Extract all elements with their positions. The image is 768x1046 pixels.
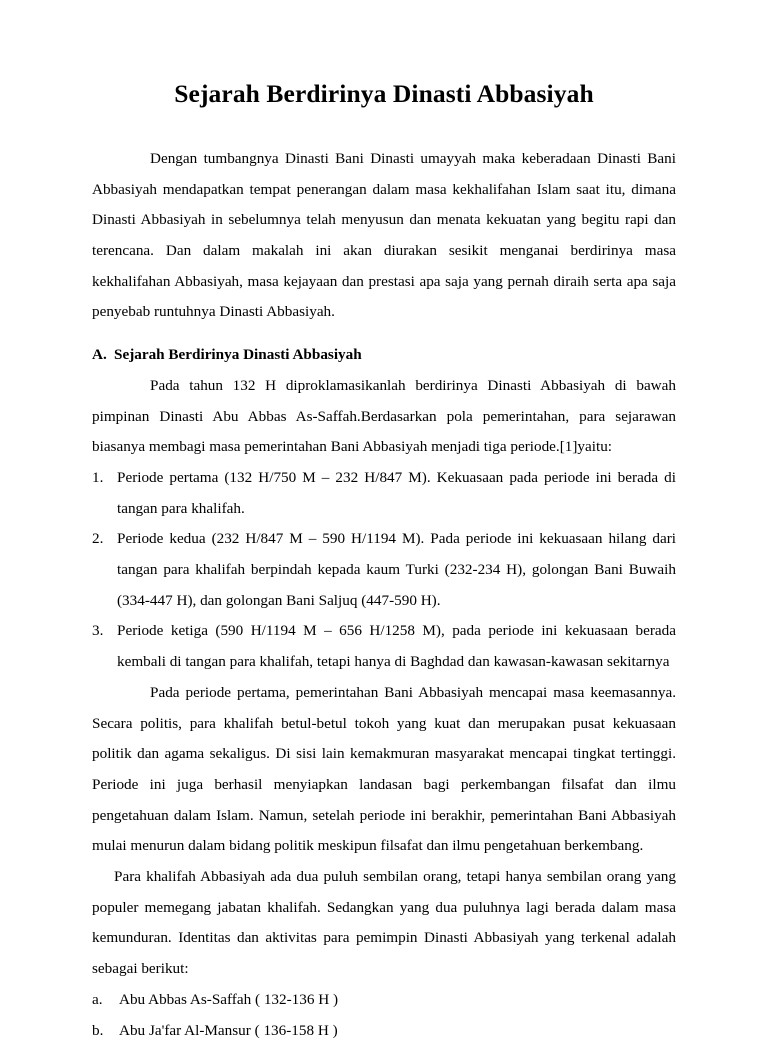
list-marker: 3. bbox=[92, 622, 104, 640]
list-item bbox=[92, 463, 676, 524]
list-item bbox=[92, 985, 676, 1016]
caliphs-list bbox=[92, 985, 676, 1046]
section-a-paragraph: Pada tahun 132 H diproklamasikanlah berdirinya Dinasti Abbasiyah di bawah pimpinan Dinasti Abu Abbas As-Saffah.Berdasarkan pola pemerintahan, para sejarawan biasanya membagi masa pemerintahan Bani Abbasiyah menjadi tiga periode.[1]yaitu: bbox=[92, 376, 676, 456]
list-item bbox=[92, 616, 676, 677]
list-item-text: Periode kedua (232 H/847 M – 590 H/1194 M). Pada periode ini kekuasaan hilang dari tangan para khalifah berpindah kepada kaum Turki (232-234 H), golongan Bani Buwaih (334-447 H), dan golongan Bani Saljuq (447-590 H). bbox=[117, 530, 676, 609]
intro-paragraph: Dengan tumbangnya Dinasti Bani Dinasti umayyah maka keberadaan Dinasti Bani Abbasiyah mendapatkan tempat penerangan dalam masa kekhalifahan Islam saat itu, dimana Dinasti Abbasiyah in sebelumnya telah menyusun dan menata kekuatan yang begitu rapi dan terencana. Dan dalam makalah ini akan diurakan sesikit menganai berdirinya masa kekhalifahan Abbasiyah, masa kejayaan dan prestasi apa saja yang pernah diraih serta apa saja penyebab runtuhnya Dinasti Abbasiyah. bbox=[92, 149, 676, 321]
golden-age-paragraph: Pada periode pertama, pemerintahan Bani Abbasiyah mencapai masa keemasannya. Secara politis, para khalifah betul-betul tokoh yang kuat dan merupakan pusat kekuasaan politik dan agama sekaligus. Di sisi lain kemakmuran masyarakat mencapai tingkat tertinggi. Periode ini juga berhasil menyiapkan landasan bagi perkembangan filsafat dan ilmu pengetahuan dalam Islam. Namun, setelah periode ini berakhir, pemerintahan Bani Abbasiyah mulai menurun dalam bidang politik meskipun filsafat dan ilmu pengetahuan berkembang. bbox=[92, 683, 676, 855]
list-item bbox=[92, 1016, 676, 1046]
list-item-text: Periode pertama (132 H/750 M – 232 H/847 M). Kekuasaan pada periode ini berada di tangan para khalifah. bbox=[117, 468, 676, 517]
document-content bbox=[92, 78, 676, 1046]
list-marker: 2. bbox=[92, 530, 104, 548]
periods-list bbox=[92, 463, 676, 678]
list-item-text: Abu Abbas As-Saffah ( 132-136 H ) bbox=[119, 990, 339, 1008]
list-marker: b. bbox=[92, 1021, 104, 1039]
list-item bbox=[92, 524, 676, 616]
section-letter: A. bbox=[92, 346, 107, 364]
caliphs-paragraph: Para khalifah Abbasiyah ada dua puluh sembilan orang, tetapi hanya sembilan orang yang populer memegang jabatan khalifah. Sedangkan yang dua puluhnya lagi berada dalam masa kemunduran. Identitas dan aktivitas para pemimpin Dinasti Abbasiyah yang terkenal adalah sebagai berikut: bbox=[92, 868, 676, 978]
section-heading-a bbox=[92, 340, 676, 371]
list-marker: a. bbox=[92, 990, 103, 1008]
list-marker: 1. bbox=[92, 468, 104, 486]
section-heading-text: Sejarah Berdirinya Dinasti Abbasiyah bbox=[114, 346, 362, 364]
list-item-text: Abu Ja'far Al-Mansur ( 136-158 H ) bbox=[119, 1021, 338, 1039]
list-item-text: Periode ketiga (590 H/1194 M – 656 H/1258 M), pada periode ini kekuasaan berada kembali di tangan para khalifah, tetapi hanya di Baghdad dan kawasan-kawasan sekitarnya bbox=[117, 622, 676, 671]
page-title: Sejarah Berdirinya Dinasti Abbasiyah bbox=[174, 79, 594, 108]
